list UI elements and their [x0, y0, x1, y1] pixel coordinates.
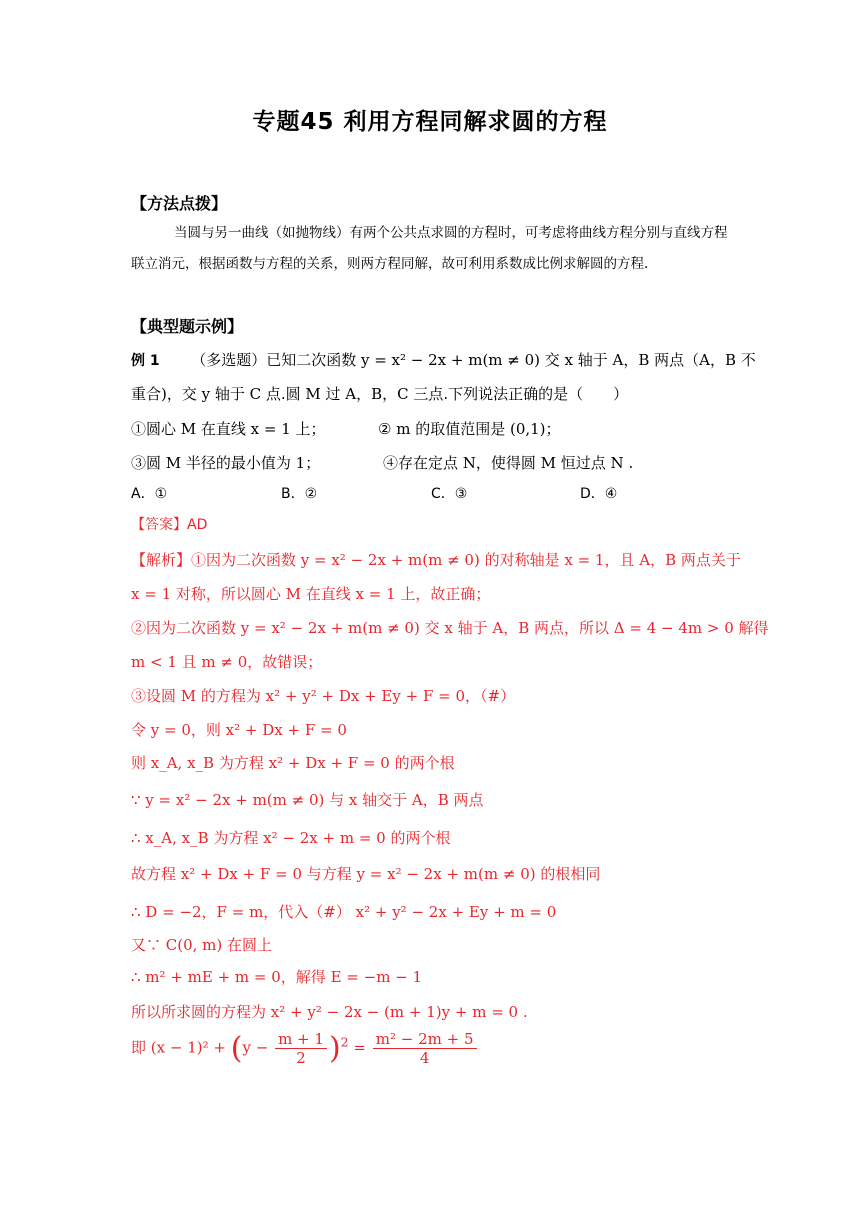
example-question-line-1 [131, 349, 756, 370]
solution-line-3: ②因为二次函数 y = x² − 2x + m(m ≠ 0) 交 x 轴于 A，B 两点，所以 Δ = 4 − 4m > 0 解得 [131, 619, 769, 637]
solution-line-15-term-a: (x − 1)² + [150, 1038, 226, 1057]
solution-line-7: 则 x_A, x_B 为方程 x² + Dx + F = 0 的两个根 [131, 754, 455, 772]
method-paragraph [131, 218, 731, 280]
fraction-2 [373, 1030, 477, 1067]
choice-b: B．② [281, 486, 318, 502]
solution-line-14: 所以所求圆的方程为 x² + y² − 2x − (m + 1)y + m = 0 . [131, 1003, 528, 1021]
example-question-line-2: 重合)，交 y 轴于 C 点.圆 M 过 A，B，C 三点.下列说法正确的是（ ） [131, 385, 629, 403]
section-heading-example: 【典型题示例】 [131, 317, 244, 336]
option-3: ③圆 M 半径的最小值为 1； [131, 454, 321, 472]
solution-line-13: ∴ m² + mE + m = 0，解得 E = −m − 1 [131, 968, 423, 986]
solution-line-15: 即 (x − 1)² + (y − $\frac{m + 1}{2}$ )$^2$ = $\frac{\text{m² − 2m + 5}}{4}$ [131, 1030, 479, 1067]
choice-c: C．③ [431, 486, 468, 502]
fraction-2-numerator: m² − 2m + 5 [373, 1030, 477, 1049]
solution-line-15-equals: = [353, 1038, 366, 1057]
option-2: ② m 的取值范围是 (0,1)； [378, 420, 561, 438]
answer-line: 【答案】AD [131, 517, 208, 533]
solution-line-6: 令 y = 0，则 x² + Dx + F = 0 [131, 721, 347, 739]
solution-line-10: 故方程 x² + Dx + F = 0 与方程 y = x² − 2x + m(m ≠ 0) 的根相同 [131, 865, 601, 883]
section-heading-method: 【方法点拨】 [131, 194, 228, 213]
fraction-1-denominator: 2 [296, 1049, 306, 1067]
option-4: ④存在定点 N，使得圆 M 恒过点 N . [383, 454, 634, 472]
page-title: 专题45 利用方程同解求圆的方程 [252, 109, 608, 135]
solution-line-12: 又∵ C(0, m) 在圆上 [131, 936, 273, 954]
solution-line-9: ∴ x_A, x_B 为方程 x² − 2x + m = 0 的两个根 [131, 829, 451, 847]
choice-a: A．① [131, 486, 168, 502]
solution-line-2: x = 1 对称，所以圆心 M 在直线 x = 1 上，故正确； [131, 585, 491, 603]
solution-line-11: ∴ D = −2，F = m，代入（#） x² + y² − 2x + Ey + m = 0 [131, 903, 557, 921]
solution-line-15-prefix: 即 [131, 1038, 147, 1057]
example-label: 例 1 [131, 353, 160, 369]
fraction-1-numerator: m + 1 [275, 1030, 327, 1049]
option-1: ①圆心 M 在直线 x = 1 上； [131, 420, 326, 438]
solution-line-8: ∵ y = x² − 2x + m(m ≠ 0) 与 x 轴交于 A，B 两点 [131, 791, 484, 809]
choice-d: D．④ [580, 486, 618, 502]
solution-line-5: ③设圆 M 的方程为 x² + y² + Dx + Ey + F = 0，（#） [131, 687, 516, 705]
method-text: 当圆与另一曲线（如抛物线）有两个公共点求圆的方程时，可考虑将曲线方程分别与直线方程联立消元，根据函数与方程的关系，则两方程同解，故可利用系数成比例求解圆的方程. [131, 225, 728, 272]
fraction-2-denominator: 4 [419, 1049, 430, 1067]
solution-line-1: 【解析】①因为二次函数 y = x² − 2x + m(m ≠ 0) 的对称轴是 x = 1，且 A，B 两点关于 [131, 551, 741, 569]
example-question-text-1: （多选题）已知二次函数 y = x² − 2x + m(m ≠ 0) 交 x 轴于 A，B 两点（A，B 不 [191, 351, 756, 369]
solution-line-4: m < 1 且 m ≠ 0，故错误； [131, 653, 323, 671]
fraction-1 [275, 1030, 327, 1067]
